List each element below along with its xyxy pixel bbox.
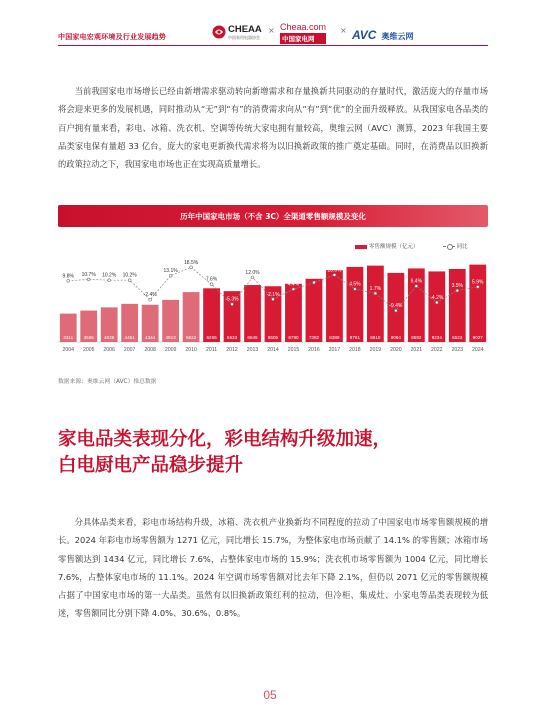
yoy-point-2007 xyxy=(128,279,131,282)
x-tick-label-2017: 2017 xyxy=(328,347,341,353)
bar-value-label-2012: 5933 xyxy=(226,335,238,340)
bar-2019 xyxy=(367,266,384,342)
yoy-point-2022 xyxy=(435,301,438,304)
legend-line-label: 同比 xyxy=(456,244,468,250)
times-sign-2: × xyxy=(340,26,347,35)
yoy-point-2021 xyxy=(415,285,418,288)
yoy-label-2017: 13.6% xyxy=(327,267,342,274)
bar-2013 xyxy=(244,285,261,342)
legend-bar-swatch xyxy=(355,245,367,249)
data-source: 数据来源：奥维云网（AVC）推总数据 xyxy=(58,379,157,385)
bar-2024 xyxy=(469,265,486,342)
yoy-point-2018 xyxy=(354,288,357,291)
bar-value-label-2024: 9027 xyxy=(472,335,483,340)
x-tick-label-2012: 2012 xyxy=(226,347,238,353)
cheaa-logo-subtext: 中国家用电器协会 xyxy=(228,35,260,40)
yoy-label-2013: 12.0% xyxy=(245,269,260,276)
yoy-point-2023 xyxy=(456,289,459,292)
yoy-point-2014 xyxy=(272,298,275,301)
chart-title: 历年中国家电市场（不含 3C）全渠道零售额规模及变化 xyxy=(180,212,366,221)
bar-value-label-2015: 6790 xyxy=(288,335,299,340)
bar-2022 xyxy=(428,271,445,342)
bar-value-label-2008: 4344 xyxy=(145,335,156,340)
retail-sales-chart xyxy=(58,250,488,360)
yoy-label-2008: -2.4% xyxy=(143,292,157,299)
report-title: 中国家电宏观环境及行业发展趋势 xyxy=(58,33,166,41)
yoy-label-2007: 10.2% xyxy=(122,272,137,279)
chinacom-logo-top: Cheaa.com xyxy=(280,22,327,32)
yoy-point-2020 xyxy=(394,309,397,312)
chart-title-banner xyxy=(58,205,488,227)
legend-bar-label: 零售额规模（亿元） xyxy=(369,244,419,250)
yoy-label-2011: 7.6% xyxy=(205,276,218,283)
x-tick-label-2022: 2022 xyxy=(431,347,443,353)
yoy-point-2024 xyxy=(476,285,479,288)
bar-2023 xyxy=(449,269,466,342)
x-tick-label-2009: 2009 xyxy=(164,347,177,353)
yoy-point-2013 xyxy=(251,276,254,279)
yoy-label-2019: 1.7% xyxy=(369,285,382,292)
section-title-line-1: 家电品类表现分化，彩电结构升级加速， xyxy=(58,429,392,450)
avc-logo-text: AVC xyxy=(352,28,377,42)
avc-logo-cn: 奥维云网 xyxy=(381,32,414,41)
yoy-label-2005: 10.7% xyxy=(81,271,96,278)
x-tick-label-2011: 2011 xyxy=(205,347,218,353)
yoy-label-2023: 3.5% xyxy=(451,283,463,290)
bar-value-label-2011: 6265 xyxy=(206,335,217,340)
bar-2018 xyxy=(347,267,364,342)
x-tick-label-2018: 2018 xyxy=(349,347,361,353)
chart-legend xyxy=(355,242,468,250)
x-tick-label-2023: 2023 xyxy=(451,347,464,353)
x-tick-label-2008: 2008 xyxy=(144,347,156,353)
chinacom-logo xyxy=(280,22,326,44)
bar-value-label-2020: 8064 xyxy=(390,335,401,340)
bar-value-label-2018: 8761 xyxy=(349,335,361,340)
section-title xyxy=(58,427,488,479)
bar-value-label-2010: 5822 xyxy=(185,335,197,340)
bar-value-label-2019: 8910 xyxy=(370,335,381,340)
yoy-label-2014: -2.1% xyxy=(266,291,280,298)
avc-logo xyxy=(352,24,414,43)
bar-2011 xyxy=(203,288,220,342)
yoy-label-2004: 9.8% xyxy=(62,273,74,280)
bar-value-label-2009: 4913 xyxy=(165,335,176,340)
section-title-line-2: 白电厨电产品稳步提升 xyxy=(58,455,244,476)
x-tick-label-2007: 2007 xyxy=(123,347,136,353)
yoy-point-2010 xyxy=(190,266,193,269)
bar-value-label-2017: 8386 xyxy=(329,335,340,340)
bar-value-label-2007: 4451 xyxy=(124,335,135,340)
x-tick-label-2021: 2021 xyxy=(410,347,423,353)
yoy-label-2015: 4.4% xyxy=(287,281,300,288)
x-tick-label-2015: 2015 xyxy=(287,347,300,353)
logo-group xyxy=(212,22,492,44)
yoy-label-2021: 6.4% xyxy=(410,278,423,285)
yoy-point-2008 xyxy=(149,298,152,301)
bar-value-label-2016: 7382 xyxy=(308,335,320,340)
yoy-point-2009 xyxy=(169,274,172,277)
x-tick-label-2010: 2010 xyxy=(185,347,197,353)
bar-value-label-2004: 3311 xyxy=(63,335,74,340)
yoy-label-2009: 13.1% xyxy=(163,268,178,275)
bar-2016 xyxy=(306,279,323,342)
yoy-point-2016 xyxy=(313,281,316,284)
bar-value-label-2006: 4039 xyxy=(104,335,115,340)
x-tick-label-2014: 2014 xyxy=(267,347,279,353)
yoy-label-2024: 5.9% xyxy=(472,279,484,286)
x-tick-label-2020: 2020 xyxy=(390,347,402,353)
legend-line-swatch xyxy=(443,244,455,249)
yoy-label-2018: 4.5% xyxy=(349,281,361,288)
header-divider xyxy=(58,45,488,46)
yoy-point-2005 xyxy=(87,278,90,281)
chinacom-logo-bottom: 中国家电网 xyxy=(280,33,326,44)
x-tick-label-2013: 2013 xyxy=(246,347,259,353)
yoy-label-2016: 8.7% xyxy=(308,275,320,282)
x-tick-label-2004: 2004 xyxy=(62,347,75,353)
yoy-point-2006 xyxy=(108,279,111,282)
bar-value-label-2022: 8234 xyxy=(431,335,442,340)
body-paragraph: 分具体品类来看，彩电市场结构升级，冰箱、洗衣机产业换新均不同程度的拉动了中国家电市场零售额规模的增长。2024 年彩电市场零售额为 1271 亿元，同比增长 15.7%，为整体家电市场贡献了 14.1% 的零售额；冰箱市场零售额达到 1434 亿元，同比增长 7.6%，占整体家电市场的 15.9%；洗衣机市场零售额为 1004 亿元，同比增长 7.6%，占整体家电市场的 11.1%。2024 年空调市场零售额对比去年下降 2.1%，但仍以 2071 亿元的零售额规模占据了中国家电市场的第一大品类。虽然有以旧换新政策红利的拉动，但冷柜、集成灶、小家电等品类表现较为低迷，零售额同比分别下降 4.0%、30.6%、0.8%。 xyxy=(58,517,488,619)
cheaa-mark-icon xyxy=(212,25,226,39)
yoy-label-2012: -5.3% xyxy=(225,296,239,303)
page-number: 05 xyxy=(263,688,277,702)
page-header xyxy=(0,0,540,58)
x-tick-label-2019: 2019 xyxy=(369,347,382,353)
times-sign: × xyxy=(268,26,275,35)
yoy-point-2019 xyxy=(374,292,377,295)
bar-value-label-2014: 6505 xyxy=(267,335,279,340)
yoy-label-2020: -9.4% xyxy=(389,303,403,310)
bar-value-label-2021: 8582 xyxy=(411,335,422,340)
yoy-point-2004 xyxy=(67,279,70,282)
cheaa-logo-text: CHEAA xyxy=(228,24,262,35)
bar-2017 xyxy=(326,270,343,342)
yoy-point-2011 xyxy=(210,283,213,286)
x-tick-label-2006: 2006 xyxy=(103,347,115,353)
yoy-point-2012 xyxy=(231,303,234,306)
yoy-point-2017 xyxy=(333,274,336,277)
yoy-point-2015 xyxy=(292,288,295,291)
yoy-label-2022: -4.2% xyxy=(430,295,444,302)
bar-value-label-2013: 6645 xyxy=(247,335,258,340)
x-tick-label-2005: 2005 xyxy=(82,347,95,353)
bar-value-label-2005: 3665 xyxy=(83,335,94,340)
x-tick-label-2016: 2016 xyxy=(308,347,320,353)
bar-2015 xyxy=(285,281,302,342)
bar-value-label-2023: 8522 xyxy=(452,335,463,340)
x-tick-label-2024: 2024 xyxy=(471,347,484,353)
yoy-label-2010: 18.5% xyxy=(184,259,199,266)
intro-paragraph: 当前我国家电市场增长已经由新增需求驱动转向新增需求和存量换新共同驱动的存量时代，激活庞大的存量市场将会迎来更多的发展机遇，同时推动从“无”到“有”的消费需求向从“有”到“优”的全面升级释放。从我国家电各品类的百户拥有量来看，彩电、冰箱、洗衣机、空调等传统大家电拥有量较高，奥维云网（AVC）测算，2023 年我国主要品类家电保有量超 33 亿台，庞大的家电更新换代需求将为以旧换新政策的推广奠定基础。同时，在消费品以旧换新的政策拉动之下，我国家电市场也正在实现高质量增长。 xyxy=(58,86,488,170)
yoy-label-2006: 10.2% xyxy=(102,272,117,279)
